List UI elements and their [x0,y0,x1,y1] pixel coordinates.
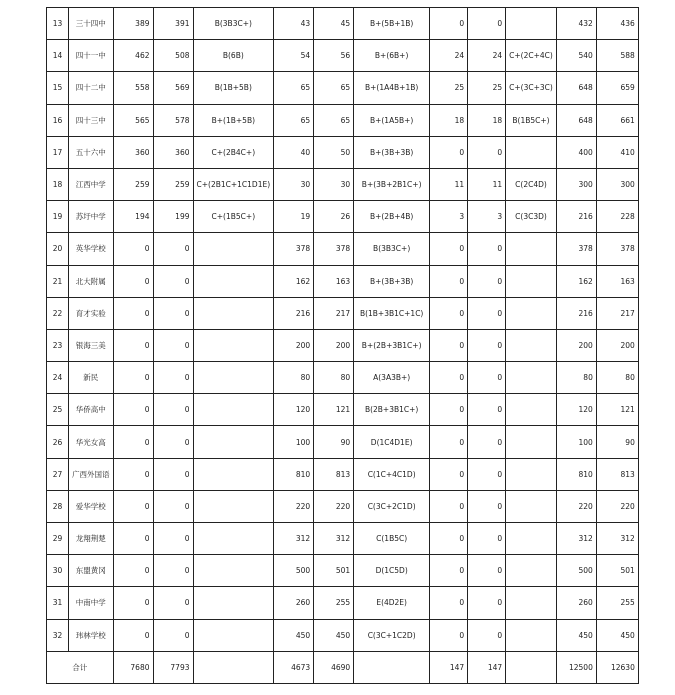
table-cell: 0 [153,555,193,587]
table-cell [193,329,274,361]
total-cell: 147 [430,651,468,683]
table-cell: 0 [468,362,506,394]
table-cell: 163 [596,265,638,297]
table-cell: 312 [274,523,314,555]
table-cell: B+(2B+4B) [354,201,430,233]
table-cell [193,458,274,490]
table-cell: 30 [314,168,354,200]
table-cell: B+(1A4B+1B) [354,72,430,104]
table-cell: 40 [274,136,314,168]
table-cell [506,555,557,587]
table-cell: 0 [153,490,193,522]
table-cell: 220 [556,490,596,522]
row-index-cell: 30 [47,555,69,587]
table-cell: 0 [430,265,468,297]
school-name-cell: 四十一中 [69,40,114,72]
table-cell: 0 [468,329,506,361]
table-body [47,8,639,652]
table-cell: 813 [314,458,354,490]
table-row [47,8,639,40]
table-cell: 3 [468,201,506,233]
row-index-cell: 25 [47,394,69,426]
table-cell: 3 [430,201,468,233]
row-index-cell: 14 [47,40,69,72]
table-cell [506,362,557,394]
table-row [47,587,639,619]
table-cell: D(1C5D) [354,555,430,587]
table-cell [193,362,274,394]
table-cell: 0 [468,8,506,40]
table-cell: 0 [430,8,468,40]
table-cell: 217 [596,297,638,329]
table-cell [193,265,274,297]
table-cell: 0 [153,329,193,361]
table-cell: 0 [113,233,153,265]
quota-table [46,7,639,684]
table-cell: 450 [314,619,354,651]
total-cell [354,651,430,683]
table-cell: 436 [596,8,638,40]
table-cell [506,136,557,168]
table-cell: 0 [113,490,153,522]
table-cell: 216 [556,297,596,329]
table-cell: 0 [113,458,153,490]
table-cell: C+(1B5C+) [193,201,274,233]
table-cell: 300 [596,168,638,200]
table-cell: B(1B+3B1C+1C) [354,297,430,329]
table-cell: B+(5B+1B) [354,8,430,40]
table-row [47,362,639,394]
table-row [47,201,639,233]
school-name-cell: 苏圩中学 [69,201,114,233]
table-cell: 50 [314,136,354,168]
table-cell [193,233,274,265]
table-cell: 80 [596,362,638,394]
school-name-cell: 广西外国语 [69,458,114,490]
table-cell: 0 [430,329,468,361]
table-cell: 0 [468,555,506,587]
table-cell: C+(2B4C+) [193,136,274,168]
row-index-cell: 24 [47,362,69,394]
table-cell: 56 [314,40,354,72]
table-cell: 45 [314,8,354,40]
table-cell [506,523,557,555]
table-cell: B(3B3C+) [354,233,430,265]
table-cell: 65 [314,72,354,104]
table-cell: B(1B5C+) [506,104,557,136]
table-cell: 0 [430,136,468,168]
table-cell [506,426,557,458]
table-cell: 217 [314,297,354,329]
school-name-cell: 新民 [69,362,114,394]
table-cell: 90 [596,426,638,458]
total-cell: 4673 [274,651,314,683]
table-cell: 565 [113,104,153,136]
table-cell: 162 [556,265,596,297]
table-cell: 200 [274,329,314,361]
table-cell: B(2B+3B1C+) [354,394,430,426]
total-row [47,651,639,683]
table-cell [193,394,274,426]
table-cell: 80 [314,362,354,394]
row-index-cell: 32 [47,619,69,651]
table-cell: 648 [556,104,596,136]
table-row [47,40,639,72]
table-cell [193,619,274,651]
total-label: 合计 [47,651,114,683]
school-name-cell: 爱华学校 [69,490,114,522]
row-index-cell: 28 [47,490,69,522]
table-cell: 312 [596,523,638,555]
table-cell: 0 [468,426,506,458]
table-cell: C+(2C+4C) [506,40,557,72]
table-cell: 18 [430,104,468,136]
table-cell: 360 [153,136,193,168]
table-cell: 54 [274,40,314,72]
school-name-cell: 四十二中 [69,72,114,104]
table-cell [506,394,557,426]
table-cell [506,587,557,619]
table-cell [193,555,274,587]
table-cell: B+(2B+3B1C+) [354,329,430,361]
table-cell: 312 [314,523,354,555]
table-row [47,104,639,136]
table-cell: 810 [556,458,596,490]
table-cell: 378 [314,233,354,265]
table-cell: 0 [113,426,153,458]
table-cell: C(3C+1C2D) [354,619,430,651]
table-cell [506,619,557,651]
table-cell: 0 [430,426,468,458]
school-name-cell: 三十四中 [69,8,114,40]
row-index-cell: 15 [47,72,69,104]
table-cell: E(4D2E) [354,587,430,619]
table-cell: 500 [556,555,596,587]
table-cell: 0 [153,458,193,490]
row-index-cell: 29 [47,523,69,555]
table-cell: 378 [596,233,638,265]
table-cell: C+(3C+3C) [506,72,557,104]
table-cell: 0 [430,394,468,426]
table-cell: 121 [596,394,638,426]
table-cell: 0 [430,587,468,619]
school-name-cell: 银海三美 [69,329,114,361]
row-index-cell: 21 [47,265,69,297]
table-cell: 410 [596,136,638,168]
table-cell: 0 [468,297,506,329]
table-row [47,490,639,522]
table-cell: 11 [430,168,468,200]
table-cell: 588 [596,40,638,72]
table-cell: B(1B+5B) [193,72,274,104]
table-cell: 0 [468,587,506,619]
table-cell: 11 [468,168,506,200]
row-index-cell: 22 [47,297,69,329]
table-cell [193,523,274,555]
table-cell: 80 [556,362,596,394]
table-cell: 558 [113,72,153,104]
table-cell: B+(1A5B+) [354,104,430,136]
table-cell: 0 [113,329,153,361]
table-cell: 500 [274,555,314,587]
table-cell [506,265,557,297]
table-cell: 260 [556,587,596,619]
school-name-cell: 育才实验 [69,297,114,329]
table-cell: 260 [274,587,314,619]
table-cell: 0 [153,362,193,394]
row-index-cell: 26 [47,426,69,458]
table-cell: 100 [556,426,596,458]
table-cell [193,297,274,329]
table-cell: 0 [430,458,468,490]
table-cell: 300 [556,168,596,200]
table-cell: B+(1B+5B) [193,104,274,136]
table-cell: 450 [596,619,638,651]
table-row [47,426,639,458]
table-cell: 120 [556,394,596,426]
table-cell: 810 [274,458,314,490]
table-cell: 540 [556,40,596,72]
school-name-cell: 东盟黄冈 [69,555,114,587]
table-cell: 0 [430,297,468,329]
table-row [47,523,639,555]
table-cell: 18 [468,104,506,136]
table-cell: 24 [468,40,506,72]
table-cell: 432 [556,8,596,40]
table-cell: C+(2B1C+1C1D1E) [193,168,274,200]
row-index-cell: 13 [47,8,69,40]
table-cell: 65 [274,72,314,104]
table-cell: 228 [596,201,638,233]
table-cell: 0 [468,394,506,426]
table-cell: 400 [556,136,596,168]
table-cell: 163 [314,265,354,297]
table-cell: B+(6B+) [354,40,430,72]
table-cell: C(1B5C) [354,523,430,555]
table-cell: 199 [153,201,193,233]
table-cell: C(3C3D) [506,201,557,233]
table-row [47,458,639,490]
total-cell: 12500 [556,651,596,683]
table-cell: B(6B) [193,40,274,72]
table-cell: 450 [556,619,596,651]
total-cell: 7793 [153,651,193,683]
table-cell: 501 [596,555,638,587]
table-cell: 0 [113,265,153,297]
table-cell: 0 [153,265,193,297]
table-cell: 121 [314,394,354,426]
table-cell: 0 [113,555,153,587]
table-cell: 661 [596,104,638,136]
school-name-cell: 江西中学 [69,168,114,200]
table-cell: 0 [430,555,468,587]
school-name-cell: 中南中学 [69,587,114,619]
total-cell: 12630 [596,651,638,683]
table-cell: 0 [468,458,506,490]
row-index-cell: 20 [47,233,69,265]
table-cell: 216 [274,297,314,329]
table-row [47,555,639,587]
table-cell: 162 [274,265,314,297]
table-row [47,136,639,168]
table-cell [506,490,557,522]
table-cell: 25 [430,72,468,104]
table-cell: 0 [468,490,506,522]
table-cell: 0 [468,233,506,265]
table-cell: 100 [274,426,314,458]
table-cell: A(3A3B+) [354,362,430,394]
table-cell: 0 [153,523,193,555]
table-cell: 255 [314,587,354,619]
table-cell: 813 [596,458,638,490]
table-cell: 0 [430,362,468,394]
table-cell: 659 [596,72,638,104]
table-cell [506,297,557,329]
table-cell [506,233,557,265]
table-cell: 0 [113,523,153,555]
table-cell: 80 [274,362,314,394]
row-index-cell: 19 [47,201,69,233]
table-cell: 30 [274,168,314,200]
table-cell: 0 [113,619,153,651]
table-cell: B(3B3C+) [193,8,274,40]
table-cell: 0 [468,523,506,555]
table-cell: 220 [596,490,638,522]
school-name-cell: 五十六中 [69,136,114,168]
total-cell: 4690 [314,651,354,683]
table-cell: 0 [430,490,468,522]
row-index-cell: 31 [47,587,69,619]
table-cell: 378 [556,233,596,265]
table-cell: 259 [113,168,153,200]
table-cell: 200 [596,329,638,361]
table-cell: 501 [314,555,354,587]
table-cell: 0 [468,136,506,168]
table-cell: 0 [153,297,193,329]
table-cell: 0 [468,619,506,651]
table-cell: 0 [430,619,468,651]
table-cell: 0 [430,523,468,555]
table-cell: 0 [113,394,153,426]
total-cell [193,651,274,683]
table-cell: 391 [153,8,193,40]
table-cell: C(1C+4C1D) [354,458,430,490]
row-index-cell: 27 [47,458,69,490]
table-cell: 255 [596,587,638,619]
table-cell: 200 [556,329,596,361]
table-cell: 0 [468,265,506,297]
table-cell: 0 [113,297,153,329]
table-cell: 389 [113,8,153,40]
table-cell: 450 [274,619,314,651]
table-cell: B+(3B+2B1C+) [354,168,430,200]
table-cell: C(2C4D) [506,168,557,200]
table-cell: 25 [468,72,506,104]
row-index-cell: 16 [47,104,69,136]
table-cell: 200 [314,329,354,361]
school-name-cell: 英华学校 [69,233,114,265]
table-row [47,168,639,200]
table-cell [506,329,557,361]
row-index-cell: 18 [47,168,69,200]
table-cell: 259 [153,168,193,200]
table-cell: 508 [153,40,193,72]
table-cell: 0 [153,233,193,265]
table-cell: 312 [556,523,596,555]
school-name-cell: 四十三中 [69,104,114,136]
table-cell: C(3C+2C1D) [354,490,430,522]
table-cell: 648 [556,72,596,104]
table-cell: 220 [314,490,354,522]
table-cell: 378 [274,233,314,265]
table-cell: B+(3B+3B) [354,265,430,297]
table-cell: 569 [153,72,193,104]
row-index-cell: 23 [47,329,69,361]
table-cell [193,426,274,458]
school-name-cell: 华光女高 [69,426,114,458]
table-cell: 0 [113,362,153,394]
table-cell: 24 [430,40,468,72]
table-cell [193,490,274,522]
table-row [47,619,639,651]
school-name-cell: 北大附属 [69,265,114,297]
table-cell: 0 [153,587,193,619]
table-cell: 65 [314,104,354,136]
table-row [47,297,639,329]
school-name-cell: 玮林学校 [69,619,114,651]
table-cell: 462 [113,40,153,72]
table-cell: 90 [314,426,354,458]
school-name-cell: 龙翔荆楚 [69,523,114,555]
table-cell [506,458,557,490]
table-cell: 220 [274,490,314,522]
table-row [47,394,639,426]
table-cell: 194 [113,201,153,233]
table-cell: 360 [113,136,153,168]
table-cell: 0 [430,233,468,265]
table-cell: 0 [153,619,193,651]
table-row [47,72,639,104]
school-name-cell: 华侨高中 [69,394,114,426]
table-cell: 216 [556,201,596,233]
table-cell [506,8,557,40]
table-row [47,265,639,297]
table-row [47,329,639,361]
table-cell: 26 [314,201,354,233]
table-cell: 19 [274,201,314,233]
table-cell: 43 [274,8,314,40]
table-cell: 578 [153,104,193,136]
table-cell: 0 [113,587,153,619]
table-cell: 65 [274,104,314,136]
table-cell: 0 [153,426,193,458]
table-cell: 120 [274,394,314,426]
total-cell: 147 [468,651,506,683]
total-cell: 7680 [113,651,153,683]
table-cell [193,587,274,619]
table-cell: 0 [153,394,193,426]
table-row [47,233,639,265]
table-cell: B+(3B+3B) [354,136,430,168]
row-index-cell: 17 [47,136,69,168]
total-cell [506,651,557,683]
table-cell: D(1C4D1E) [354,426,430,458]
